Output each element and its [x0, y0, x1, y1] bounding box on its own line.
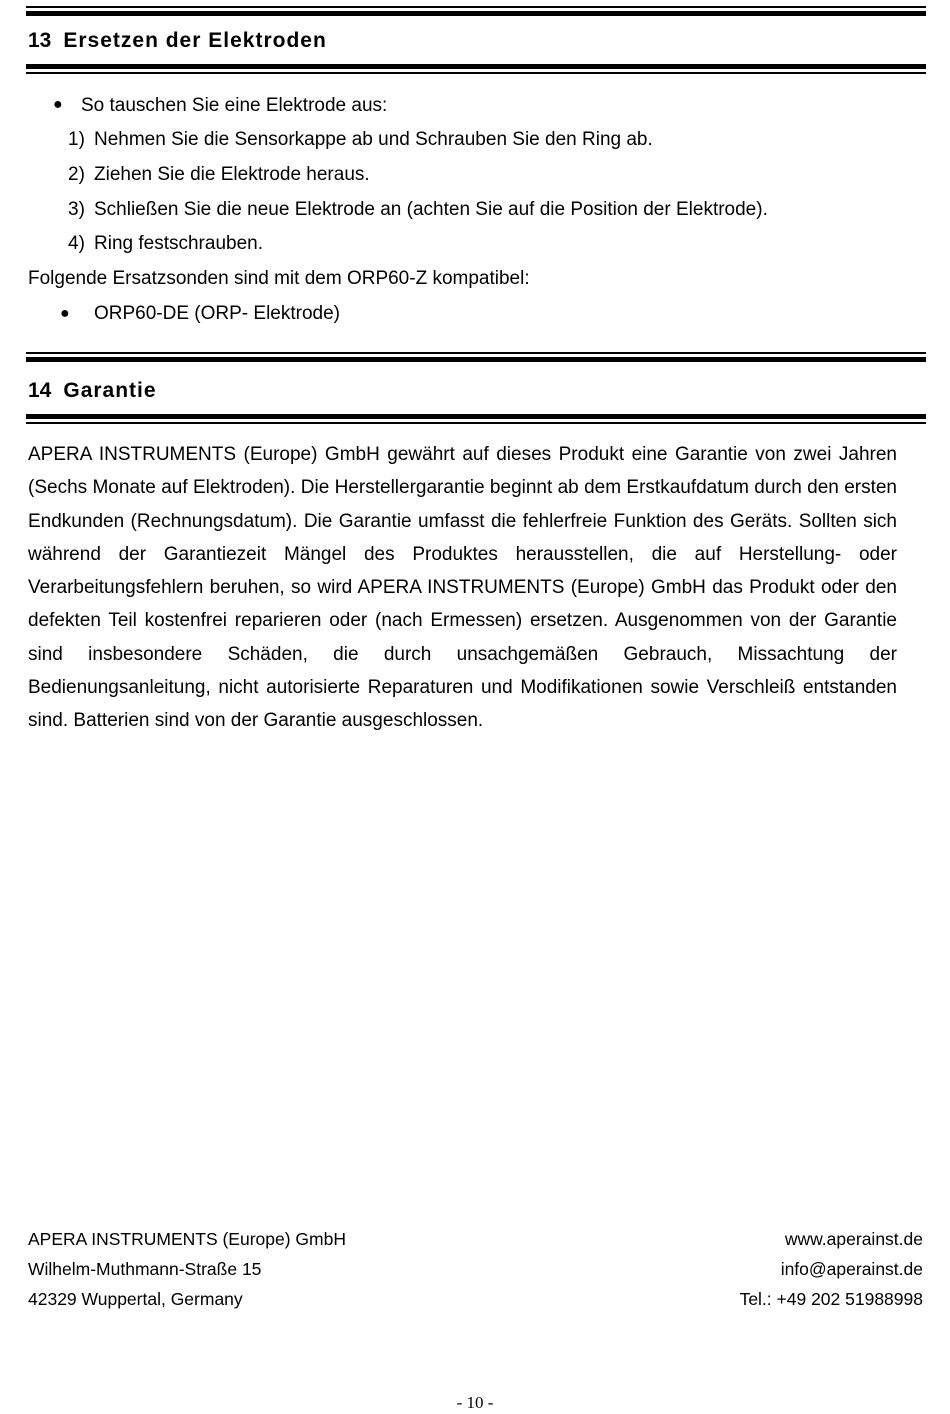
footer-company: APERA INSTRUMENTS (Europe) GmbH	[28, 1229, 346, 1249]
section-13-number: 13	[28, 29, 52, 52]
footer-email: info@aperainst.de	[780, 1259, 923, 1279]
step-number: 4)	[68, 233, 85, 254]
footer-street: Wilhelm-Muthmann-Straße 15	[28, 1259, 262, 1279]
section-13-bottom-rule	[26, 64, 926, 74]
section-14-top-rule	[26, 352, 926, 362]
step-number: 3)	[68, 199, 85, 220]
step-text: Ring festschrauben.	[94, 233, 263, 254]
step-number: 2)	[68, 164, 85, 185]
step-text: Schließen Sie die neue Elektrode an (achten Sie auf die Position der Elektrode).	[94, 199, 768, 220]
bullet-icon: ●	[53, 96, 63, 113]
warranty-paragraph: APERA INSTRUMENTS (Europe) GmbH gewährt auf dieses Produkt eine Garantie von zwei Jahren (Sechs Monate auf Elektroden). Die Herstellergarantie beginnt ab dem Erstkaufdatum durch den ersten Endkunden (Rechnungsdatum). Die Garantie umfasst die fehlerfreie Funktion des Geräts. Sollten sich während der Garantiezeit Mängel des Produktes herausstellen, die auf Herstellung- oder Verarbeitungsfehlern beruhen, so wird APERA INSTRUMENTS (Europe) GmbH das Produkt oder den defekten Teil kostenfrei reparieren oder (nach Ermessen) ersetzen. Ausgenommen von der Garantie sind insbesondere Schäden, die durch unsachgemäßen Gebrauch, Missachtung der Bedienungsanleitung, nicht autorisierte Reparaturen und Modifikationen sowie Verschleiß entstanden sind. Batterien sind von der Garantie ausgeschlossen.	[28, 444, 897, 732]
footer-phone: Tel.: +49 202 51988998	[739, 1289, 923, 1309]
steps-intro: So tauschen Sie eine Elektrode aus:	[81, 95, 388, 116]
page-number: - 10 -	[456, 1393, 494, 1412]
bullet-icon: ●	[60, 305, 70, 322]
section-13-top-rule	[26, 6, 926, 16]
step-number: 1)	[68, 129, 85, 150]
section-13-heading	[28, 29, 327, 53]
section-14-title: Garantie	[63, 379, 157, 402]
step-text: Ziehen Sie die Elektrode heraus.	[94, 164, 370, 185]
section-14-bottom-rule	[26, 414, 926, 424]
footer-website: www.aperainst.de	[784, 1229, 923, 1249]
step-text: Nehmen Sie die Sensorkappe ab und Schrauben Sie den Ring ab.	[94, 129, 653, 150]
compatible-probe: ORP60-DE (ORP- Elektrode)	[94, 303, 341, 324]
section-13-title: Ersetzen der Elektroden	[63, 29, 327, 52]
compatibility-intro: Folgende Ersatzsonden sind mit dem ORP60-Z kompatibel:	[28, 268, 530, 289]
section-14-number: 14	[28, 379, 52, 402]
section-14-heading	[28, 379, 157, 403]
footer-city: 42329 Wuppertal, Germany	[28, 1289, 243, 1309]
